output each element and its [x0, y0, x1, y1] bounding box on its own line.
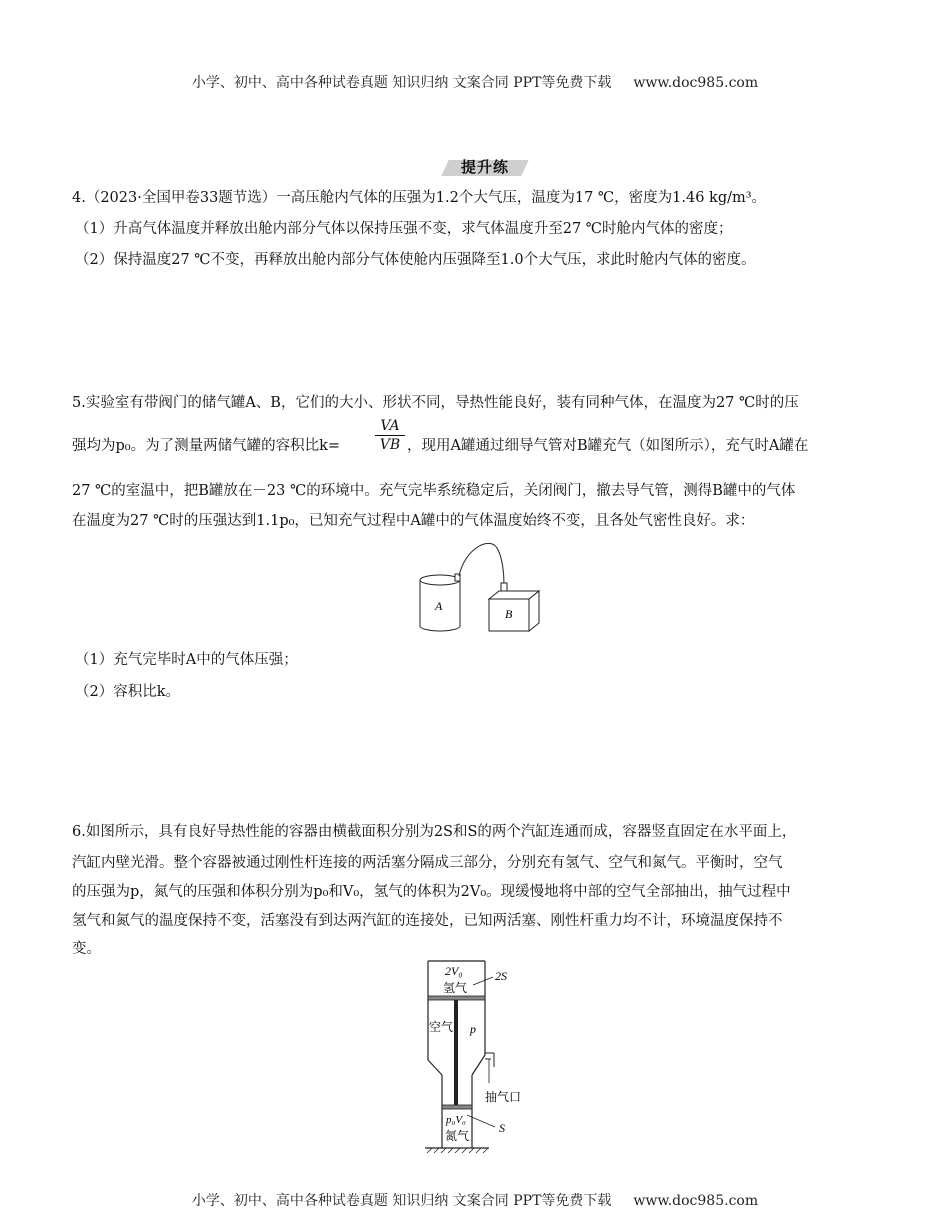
footer-text: 小学、初中、高中各种试卷真题 知识归纳 文案合同 PPT等免费下载: [191, 1193, 612, 1209]
label-mid-pressure: p: [470, 1022, 476, 1036]
section-title: [445, 156, 525, 178]
q6-cylinder-figure: [415, 955, 545, 1155]
q5-line4: 在温度为27 ℃时的压强达到1.1p₀，已知充气过程中A罐中的气体温度始终不变，且各处气密性良好。求：: [72, 513, 755, 529]
valve-b: [501, 583, 507, 591]
tank-a-bottom: [420, 626, 460, 631]
label-bottom-pv: p₀V₀: [446, 1114, 466, 1126]
header-url[interactable]: www.doc985.com: [633, 75, 759, 91]
q5-line1: 5.实验室有带阀门的储气罐A、B，它们的大小、形状不同，导热性能良好，装有同种气体，在温度为27 ℃时的压: [72, 395, 799, 411]
label-bottom-gas: 氮气: [445, 1129, 470, 1143]
q4-stem: 4.（2023·全国甲卷33题节选）一高压舱内气体的压强为1.2个大气压，温度为17 ℃，密度为1.46 kg/m³。: [72, 190, 767, 206]
q5-tank-figure: [415, 538, 555, 634]
q4-part1: （1）升高气体温度并释放出舱内部分气体以保持压强不变，求气体温度升至27 ℃时舱内气体的密度；: [75, 221, 733, 237]
tank-a-top: [420, 575, 460, 585]
q6-line4: 氢气和氮气的温度保持不变，活塞没有到达两汽缸的连接处，已知两活塞、刚性杆重力均不计，环境温度保持不: [72, 913, 783, 929]
section-title-text: 提升练: [460, 158, 509, 176]
q5-line2a: 强均为p₀。为了测量两储气罐的容积比k=: [72, 438, 341, 454]
fraction-denominator: VB: [379, 437, 401, 453]
ground-hatch: [427, 1148, 488, 1153]
q6-line5: 变。: [72, 941, 101, 957]
label-top-volume: 2V₀: [445, 964, 463, 978]
q5-fraction: [375, 418, 405, 453]
tank-a-label: A: [435, 599, 443, 613]
tank-b-label: B: [505, 607, 513, 621]
q5-line2b: ，现用A罐通过细导气管对B罐充气（如图所示），充气时A罐在: [407, 438, 809, 454]
label-outlet: 抽气口: [485, 1090, 522, 1104]
bottom-piston: [442, 1105, 472, 1109]
page-header: [0, 72, 950, 92]
q6-line3: 的压强为p，氮气的压强和体积分别为p₀和V₀，氢气的体积为2V₀。现缓慢地将中部的空气全部抽出，抽气过程中: [72, 884, 791, 900]
q6-line1: 6.如图所示，具有良好导热性能的容器由横截面积分别为2S和S的两个汽缸连通而成，容器竖直固定在水平面上，: [72, 824, 797, 840]
connecting-tube: [459, 543, 504, 584]
q5-part2: （2）容积比k。: [75, 684, 181, 700]
label-mid-gas: 空气: [429, 1020, 454, 1034]
header-text: 小学、初中、高中各种试卷真题 知识归纳 文案合同 PPT等免费下载: [191, 75, 612, 91]
q5-line3: 27 ℃的室温中，把B罐放在－23 ℃的环境中。充气完毕系统稳定后，关闭阀门，撤去导气管，测得B罐中的气体: [72, 483, 796, 499]
area-bottom-leader: [467, 1115, 495, 1127]
step-left: [428, 1060, 442, 1075]
q4-part2: （2）保持温度27 ℃不变，再释放出舱内部分气体使舱内压强降至1.0个大气压，求此时舱内气体的密度。: [75, 252, 756, 268]
page-footer: [0, 1190, 950, 1210]
q6-line2: 汽缸内壁光滑。整个容器被通过刚性杆连接的两活塞分隔成三部分，分别充有氢气、空气和氮气。平衡时，空气: [72, 855, 783, 871]
label-area-top: 2S: [495, 969, 507, 983]
top-piston: [428, 996, 485, 1000]
area-top-leader: [473, 977, 493, 985]
q5-part1: （1）充气完毕时A中的气体压强；: [75, 652, 298, 668]
footer-url[interactable]: www.doc985.com: [633, 1193, 759, 1209]
fraction-bar: [375, 435, 405, 436]
step-right: [472, 1055, 485, 1075]
label-area-bottom: S: [499, 1121, 505, 1135]
fraction-numerator: VA: [380, 418, 400, 434]
rigid-rod: [454, 1000, 458, 1105]
label-top-gas: 氢气: [443, 981, 468, 995]
